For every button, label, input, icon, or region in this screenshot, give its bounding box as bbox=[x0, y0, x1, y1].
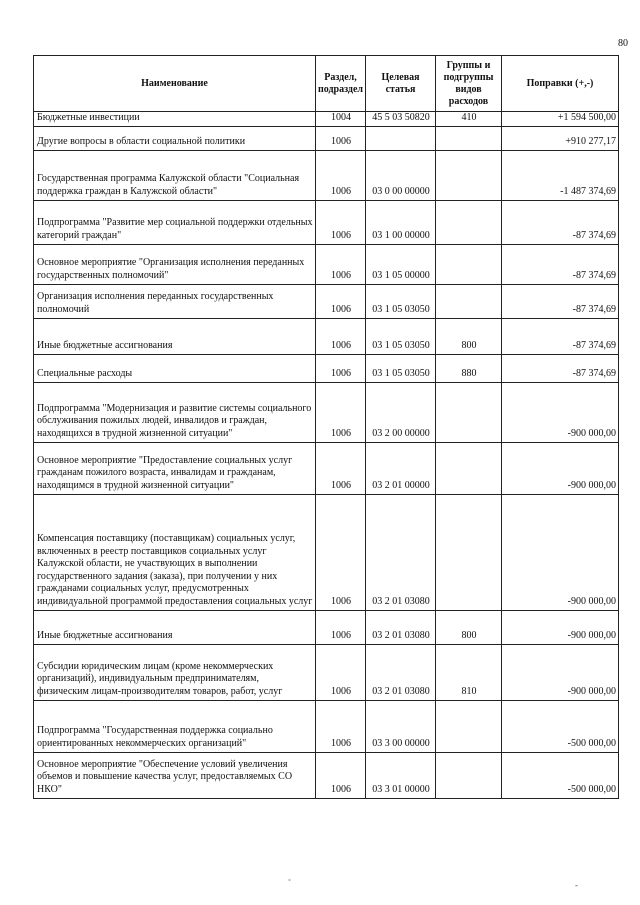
row-section-cell: 1006 bbox=[316, 700, 366, 752]
row-target-cell: 03 2 00 00000 bbox=[366, 382, 436, 442]
table-row bbox=[34, 442, 619, 494]
row-section-cell: 1006 bbox=[316, 150, 366, 200]
row-section-cell: 1006 bbox=[316, 382, 366, 442]
row-section-cell: 1006 bbox=[316, 442, 366, 494]
row-section-cell: 1006 bbox=[316, 354, 366, 382]
row-target-cell: 03 1 05 00000 bbox=[366, 244, 436, 284]
row-target-cell: 45 5 03 50820 bbox=[366, 112, 436, 127]
row-target-cell: 03 1 05 03050 bbox=[366, 354, 436, 382]
row-group-cell: 410 bbox=[436, 112, 502, 127]
row-name-cell: Иные бюджетные ассигнования bbox=[34, 318, 316, 354]
row-amount-cell: +910 277,17 bbox=[502, 126, 619, 150]
row-section-cell: 1004 bbox=[316, 112, 366, 127]
row-group-cell bbox=[436, 700, 502, 752]
row-amount-cell: -1 487 374,69 bbox=[502, 150, 619, 200]
row-name-cell: Подпрограмма "Развитие мер социальной поддержки отдельных категорий граждан" bbox=[34, 200, 316, 244]
header-amount: Поправки (+,-) bbox=[502, 56, 619, 112]
row-group-cell bbox=[436, 442, 502, 494]
row-group-cell bbox=[436, 200, 502, 244]
row-name-cell: Другие вопросы в области социальной политики bbox=[34, 126, 316, 150]
table-row bbox=[34, 284, 619, 318]
row-name-cell: Бюджетные инвестиции bbox=[34, 112, 316, 127]
row-group-cell bbox=[436, 494, 502, 610]
row-target-cell: 03 2 01 03080 bbox=[366, 610, 436, 644]
row-target-cell: 03 2 01 03080 bbox=[366, 494, 436, 610]
row-section-cell: 1006 bbox=[316, 494, 366, 610]
row-name-cell: Иные бюджетные ассигнования bbox=[34, 610, 316, 644]
row-amount-cell: +1 594 500,00 bbox=[502, 112, 619, 127]
table-row bbox=[34, 244, 619, 284]
row-amount-cell: -900 000,00 bbox=[502, 494, 619, 610]
row-name-cell: Основное мероприятие "Организация исполнения переданных государственных полномочий" bbox=[34, 244, 316, 284]
row-amount-cell: -87 374,69 bbox=[502, 200, 619, 244]
table-row bbox=[34, 200, 619, 244]
row-amount-cell: -87 374,69 bbox=[502, 244, 619, 284]
row-target-cell: 03 3 01 00000 bbox=[366, 752, 436, 798]
row-target-cell: 03 1 00 00000 bbox=[366, 200, 436, 244]
row-amount-cell: -500 000,00 bbox=[502, 752, 619, 798]
row-name-cell: Субсидии юридическим лицам (кроме некоммерческих организаций), индивидуальным предпринимателям, физическим лицам-производителям товаров, работ, услуг bbox=[34, 644, 316, 700]
row-target-cell: 03 2 01 00000 bbox=[366, 442, 436, 494]
row-target-cell: 03 1 05 03050 bbox=[366, 284, 436, 318]
table-row bbox=[34, 700, 619, 752]
table-row bbox=[34, 112, 619, 127]
row-section-cell: 1006 bbox=[316, 644, 366, 700]
row-target-cell: 03 0 00 00000 bbox=[366, 150, 436, 200]
row-group-cell: 810 bbox=[436, 644, 502, 700]
row-target-cell bbox=[366, 126, 436, 150]
table-row bbox=[34, 644, 619, 700]
header-target: Целевая статья bbox=[366, 56, 436, 112]
row-amount-cell: -87 374,69 bbox=[502, 354, 619, 382]
row-section-cell: 1006 bbox=[316, 200, 366, 244]
row-amount-cell: -87 374,69 bbox=[502, 318, 619, 354]
row-group-cell bbox=[436, 284, 502, 318]
row-name-cell: Специальные расходы bbox=[34, 354, 316, 382]
table-row bbox=[34, 354, 619, 382]
row-section-cell: 1006 bbox=[316, 752, 366, 798]
row-amount-cell: -900 000,00 bbox=[502, 442, 619, 494]
row-group-cell bbox=[436, 382, 502, 442]
row-group-cell bbox=[436, 244, 502, 284]
row-name-cell: Компенсация поставщику (поставщикам) социальных услуг, включенных в реестр поставщиков социальных услуг Калужской области, не участвующих в выполнении государственного задания (заказа), при получении у них гражданами социальных услуг, предусмотренных индивидуальной программой предоставления социальных услуг bbox=[34, 494, 316, 610]
table-row bbox=[34, 318, 619, 354]
row-target-cell: 03 1 05 03050 bbox=[366, 318, 436, 354]
table-row bbox=[34, 126, 619, 150]
row-amount-cell: -900 000,00 bbox=[502, 382, 619, 442]
row-amount-cell: -900 000,00 bbox=[502, 610, 619, 644]
row-section-cell: 1006 bbox=[316, 610, 366, 644]
row-name-cell: Основное мероприятие "Предоставление социальных услуг гражданам пожилого возраста, инвалидам и гражданам, находящимся в трудной жизненной ситуации" bbox=[34, 442, 316, 494]
table-row bbox=[34, 494, 619, 610]
row-section-cell: 1006 bbox=[316, 244, 366, 284]
row-amount-cell: -500 000,00 bbox=[502, 700, 619, 752]
row-section-cell: 1006 bbox=[316, 284, 366, 318]
row-section-cell: 1006 bbox=[316, 126, 366, 150]
row-name-cell: Организация исполнения переданных государственных полномочий bbox=[34, 284, 316, 318]
row-group-cell bbox=[436, 752, 502, 798]
row-amount-cell: -900 000,00 bbox=[502, 644, 619, 700]
scan-speck: - bbox=[575, 880, 578, 890]
header-group: Группы и подгруппы видов расходов bbox=[436, 56, 502, 112]
header-name: Наименование bbox=[34, 56, 316, 112]
row-target-cell: 03 3 00 00000 bbox=[366, 700, 436, 752]
table-row bbox=[34, 610, 619, 644]
row-group-cell bbox=[436, 126, 502, 150]
row-group-cell bbox=[436, 150, 502, 200]
row-amount-cell: -87 374,69 bbox=[502, 284, 619, 318]
header-section: Раздел, подраздел bbox=[316, 56, 366, 112]
row-group-cell: 800 bbox=[436, 318, 502, 354]
row-target-cell: 03 2 01 03080 bbox=[366, 644, 436, 700]
row-section-cell: 1006 bbox=[316, 318, 366, 354]
table-row bbox=[34, 382, 619, 442]
table-row bbox=[34, 150, 619, 200]
row-name-cell: Государственная программа Калужской области "Социальная поддержка граждан в Калужской области" bbox=[34, 150, 316, 200]
table-row bbox=[34, 752, 619, 798]
page-number: 80 bbox=[618, 38, 628, 49]
row-group-cell: 800 bbox=[436, 610, 502, 644]
budget-amendments-table bbox=[33, 55, 619, 799]
scan-speck: ˚ bbox=[288, 878, 291, 888]
row-name-cell: Основное мероприятие "Обеспечение условий увеличения объемов и повышение качества услуг, предоставляемых СО НКО" bbox=[34, 752, 316, 798]
row-name-cell: Подпрограмма "Модернизация и развитие системы социального обслуживания пожилых людей, инвалидов и граждан, находящихся в трудной жизненной ситуации" bbox=[34, 382, 316, 442]
row-name-cell: Подпрограмма "Государственная поддержка социально ориентированных некоммерческих организаций" bbox=[34, 700, 316, 752]
table-header-row bbox=[34, 56, 619, 112]
row-group-cell: 880 bbox=[436, 354, 502, 382]
